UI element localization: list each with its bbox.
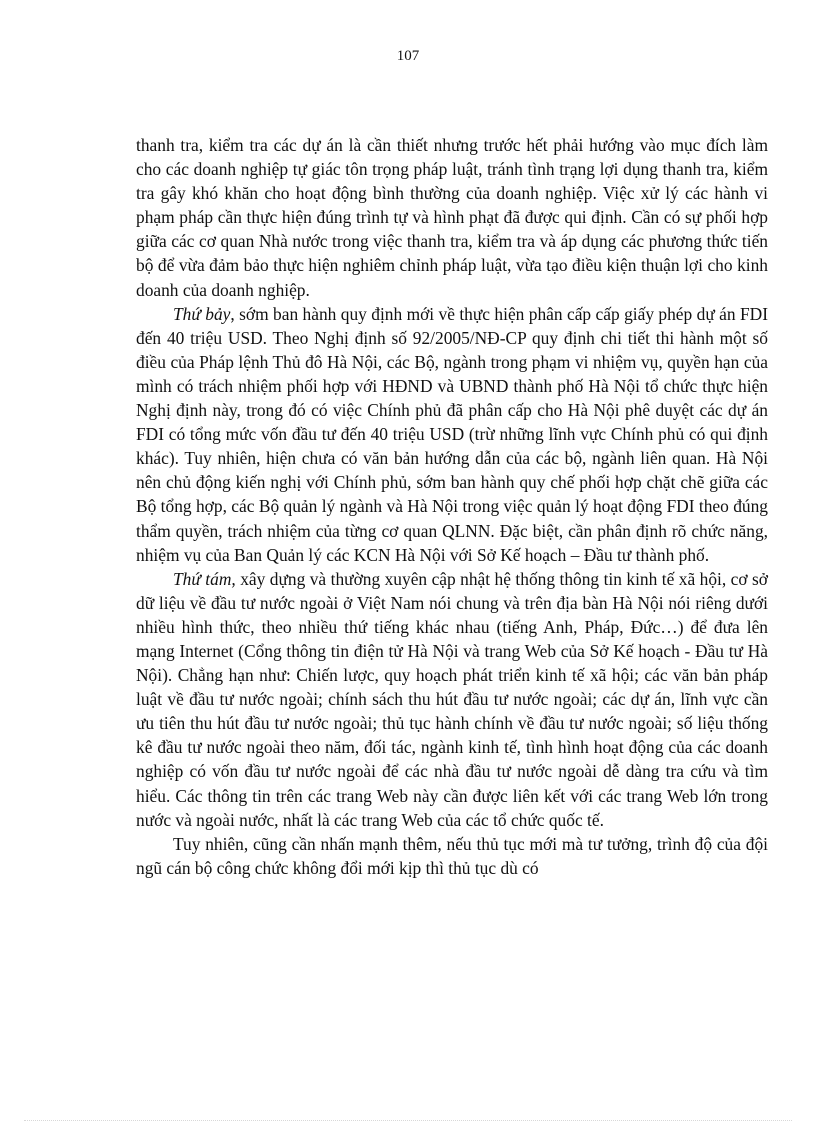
paragraph-text: xây dựng và thường xuyên cập nhật hệ thống thông tin kinh tế xã hội, cơ sở dữ liệu về đầu tư nước ngoài ở Việt Nam nói chung và trên địa bàn Hà Nội nói riêng dưới nhiều hình thức, theo nhiều thứ tiếng khác nhau (tiếng Anh, Pháp, Đức…) để đưa lên mạng Internet (Cổng thông tin điện tử Hà Nội và trang Web của Sở Kế hoạch - Đầu tư Hà Nội). Chẳng hạn như: Chiến lược, quy hoạch phát triển kinh tế xã hội; các văn bản pháp luật về đầu tư nước ngoài; chính sách thu hút đầu tư nước ngoài; các dự án, lĩnh vực cần ưu tiên thu hút đầu tư nước ngoài; thủ tục hành chính về đầu tư nước ngoài; số liệu thống kê đầu tư nước ngoài theo năm, đối tác, ngành kinh tế, tình hình hoạt động của các doanh nghiệp có vốn đầu tư nước ngoài để các nhà đầu tư nước ngoài dễ dàng tra cứu và tìm hiểu. Các thông tin trên các trang Web này cần được liên kết với các trang Web lớn trong nước và ngoài nước, nhất là các trang Web của các tổ chức quốc tế.: [136, 568, 768, 830]
paragraph-thu-tam: [136, 567, 768, 832]
paragraph-lead: Thứ tám,: [173, 568, 236, 589]
paragraph-continuation: [136, 133, 768, 302]
paragraph-text: , sớm ban hành quy định mới về thực hiện phân cấp cấp giấy phép dự án FDI đến 40 triệu USD. Theo Nghị định số 92/2005/NĐ-CP quy định chi tiết thi hành một số điều của Pháp lệnh Thủ đô Hà Nội, các Bộ, ngành trong phạm vi nhiệm vụ, quyền hạn của mình có trách nhiệm phối hợp với HĐND và UBND thành phố Hà Nội tổ chức thực hiện Nghị định này, trong đó có việc Chính phủ đã phân cấp cho Hà Nội phê duyệt các dự án FDI có tổng mức vốn đầu tư đến 40 triệu USD (trừ những lĩnh vực Chính phủ có qui định khác). Tuy nhiên, hiện chưa có văn bản hướng dẫn của các bộ, ngành liên quan. Hà Nội nên chủ động kiến nghị với Chính phủ, sớm ban hành quy chế phối hợp chặt chẽ giữa các Bộ tổng hợp, các Bộ quản lý ngành và Hà Nội trong việc quản lý hoạt động FDI theo đúng thẩm quyền, trách nhiệm của từng cơ quan QLNN. Đặc biệt, cần phân định rõ chức năng, nhiệm vụ của Ban Quản lý các KCN Hà Nội với Sở Kế hoạch – Đầu tư thành phố.: [136, 303, 768, 565]
body-text: [136, 133, 768, 880]
paragraph-text: Tuy nhiên, cũng cần nhấn mạnh thêm, nếu thủ tục mới mà tư tưởng, trình độ của đội ngũ cán bộ công chức không đổi mới kịp thì thủ tục dù có: [136, 833, 768, 878]
paragraph-thu-bay: [136, 302, 768, 567]
paragraph-text: thanh tra, kiểm tra các dự án là cần thiết nhưng trước hết phải hướng vào mục đích làm cho các doanh nghiệp tự giác tôn trọng pháp luật, tránh tình trạng lợi dụng thanh tra, kiểm tra gây khó khăn cho hoạt động bình thường của doanh nghiệp. Việc xử lý các hành vi phạm pháp cần thực hiện đúng trình tự và hình phạt đã được qui định. Cần có sự phối hợp giữa các cơ quan Nhà nước trong việc thanh tra, kiểm tra và áp dụng các phương thức tiến bộ để vừa đảm bảo thực hiện nghiêm chỉnh pháp luật, vừa tạo điều kiện thuận lợi cho kinh doanh của doanh nghiệp.: [136, 135, 768, 300]
paragraph-tuy-nhien: [136, 832, 768, 880]
page-bottom-divider: [24, 1120, 792, 1121]
paragraph-lead: Thứ bảy: [173, 303, 231, 324]
page-number: 107: [396, 48, 420, 64]
